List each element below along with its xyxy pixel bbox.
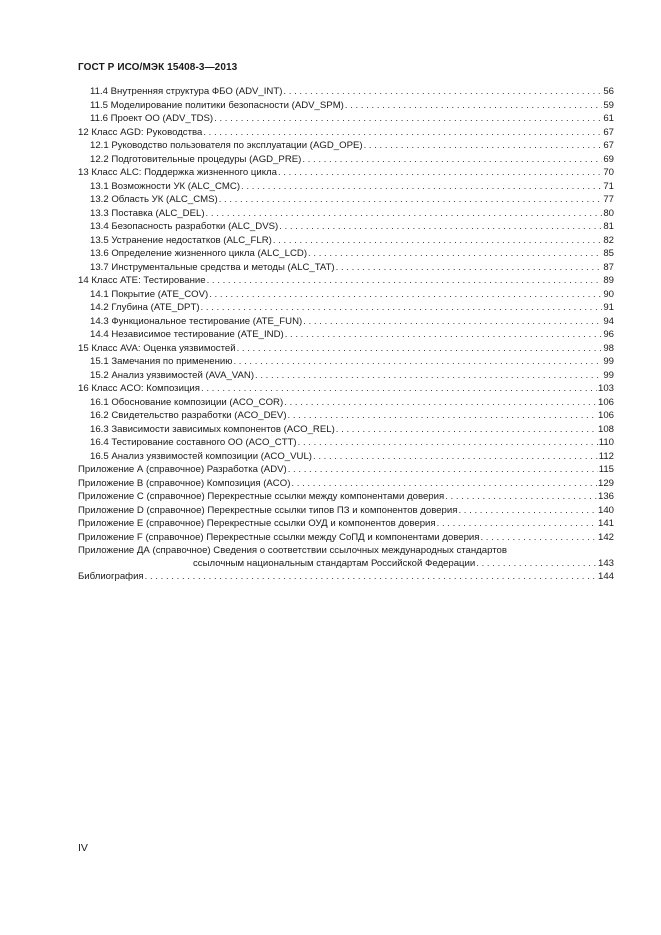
toc-entry <box>78 328 614 342</box>
toc-entry-label: 14.3 Функциональное тестирование (ATE_FUN) <box>90 315 303 327</box>
toc-entry-label: 16.2 Свидетельство разработки (ACO_DEV) <box>90 410 287 421</box>
leader-dots <box>241 180 602 194</box>
toc-entry <box>78 247 614 261</box>
toc-page-number: 80 <box>603 207 614 219</box>
toc-entry-label: 16.3 Зависимости зависимых компонентов (ACO_REL) <box>90 423 335 435</box>
toc-entry-label: Приложение С (справочное) Перекрестные ссылки между компонентами доверия <box>78 491 445 502</box>
toc-page-number: 141 <box>597 518 614 529</box>
leader-dots <box>278 166 602 180</box>
leader-dots <box>201 301 603 315</box>
toc-entry <box>78 531 614 545</box>
leader-dots <box>283 85 602 99</box>
toc-page-number: 106 <box>597 396 614 408</box>
leader-dots <box>284 396 597 410</box>
leader-dots <box>308 247 602 261</box>
toc-entry <box>78 153 614 167</box>
leader-dots <box>445 490 597 504</box>
toc-page-number: 67 <box>603 126 614 138</box>
toc-entry <box>78 355 614 369</box>
leader-dots <box>336 261 603 275</box>
toc-page-number: 67 <box>603 140 614 151</box>
toc-entry <box>78 342 614 356</box>
toc-entry <box>78 517 614 531</box>
toc-entry <box>78 369 614 383</box>
toc-page-number: 96 <box>603 329 614 340</box>
toc-page-number: 106 <box>597 410 614 421</box>
toc-entry-label: 16 Класс ACO: Композиция <box>78 383 200 394</box>
toc-entry <box>78 207 614 221</box>
toc-entry-label: 13.5 Устранение недостатков (ALC_FLR) <box>90 234 272 246</box>
toc-entry-label: 16.4 Тестирование составного ОО (ACO_CTT) <box>90 437 297 448</box>
leader-dots <box>279 220 602 234</box>
leader-dots <box>437 517 597 531</box>
toc-entry <box>78 261 614 275</box>
toc-entry <box>78 126 614 140</box>
leader-dots <box>476 557 597 570</box>
leader-dots <box>209 288 602 302</box>
toc-page-number: 61 <box>603 113 614 124</box>
leader-dots <box>203 126 602 140</box>
toc-entry <box>78 382 614 396</box>
leader-dots <box>219 193 603 207</box>
toc-entry <box>78 423 614 437</box>
toc-entry-label: Приложение D (справочное) Перекрестные ссылки типов ПЗ и компонентов доверия <box>78 504 458 516</box>
page-number-footer: IV <box>78 842 88 854</box>
table-of-contents <box>78 85 614 584</box>
toc-page-number: 87 <box>603 261 614 273</box>
toc-page-number: 59 <box>603 99 614 111</box>
toc-entry-label: 13.7 Инструментальные средства и методы (ALC_TAT) <box>90 261 335 273</box>
toc-page-number: 69 <box>603 153 614 165</box>
toc-page-number: 56 <box>603 86 614 97</box>
leader-dots <box>214 112 602 126</box>
toc-entry <box>78 490 614 504</box>
toc-entry <box>78 396 614 410</box>
leader-dots <box>345 99 602 113</box>
toc-page-number: 140 <box>597 504 614 516</box>
toc-page-number: 70 <box>603 167 614 178</box>
toc-entry <box>78 193 614 207</box>
toc-page-number: 85 <box>603 248 614 259</box>
toc-entry <box>78 166 614 180</box>
toc-entry-label: 13.1 Возможности УК (ALC_CMC) <box>90 180 241 192</box>
toc-page-number: 115 <box>598 464 614 475</box>
toc-entry <box>78 288 614 302</box>
toc-page-number: 136 <box>597 491 614 502</box>
toc-page-number: 81 <box>603 221 614 232</box>
leader-dots <box>237 342 603 356</box>
document-header: ГОСТ Р ИСО/МЭК 15408-3—2013 <box>78 62 238 73</box>
toc-entry-label: 11.5 Моделирование политики безопасности (ADV_SPM) <box>90 99 344 111</box>
toc-entry <box>78 220 614 234</box>
toc-entry <box>78 463 614 477</box>
toc-page-number: 98 <box>603 342 614 354</box>
toc-entry-label: 13.6 Определение жизненного цикла (ALC_LCD) <box>90 248 308 259</box>
toc-page-number: 99 <box>603 369 614 381</box>
toc-page-number: 112 <box>598 450 614 462</box>
leader-dots <box>458 504 597 518</box>
leader-dots <box>233 355 602 369</box>
toc-page-number: 129 <box>597 477 614 489</box>
toc-page-number: 143 <box>597 558 614 569</box>
toc-entry-label: Приложение Е (справочное) Перекрестные ссылки ОУД и компонентов доверия <box>78 518 436 529</box>
toc-entry-label: 16.5 Анализ уязвимостей композиции (ACO_VUL) <box>90 450 312 462</box>
toc-entry-label: 13 Класс ALC: Поддержка жизненного цикла <box>78 167 277 178</box>
toc-entry-label: 13.3 Поставка (ALC_DEL) <box>90 207 205 219</box>
toc-page-number: 108 <box>597 423 614 435</box>
toc-entry-label: 11.6 Проект ОО (ADV_TDS) <box>90 113 214 124</box>
toc-entry-label: 13.2 Область УК (ALC_CMS) <box>90 194 218 205</box>
leader-dots <box>303 315 602 329</box>
toc-entry-label: Библиография <box>78 571 144 582</box>
toc-entry <box>78 409 614 423</box>
toc-page-number: 144 <box>597 571 614 582</box>
toc-page-number: 110 <box>598 437 614 448</box>
toc-entry-label: 12.2 Подготовительные процедуры (AGD_PRE) <box>90 153 302 165</box>
leader-dots <box>206 207 603 221</box>
toc-entry-annex-da <box>78 544 614 570</box>
leader-dots <box>336 423 597 437</box>
toc-entry-label: Приложение А (справочное) Разработка (ADV) <box>78 464 287 475</box>
leader-dots <box>285 328 603 342</box>
toc-page-number: 82 <box>603 234 614 246</box>
leader-dots <box>298 436 598 450</box>
toc-entry-label: 14.4 Независимое тестирование (ATE_IND) <box>90 329 284 340</box>
toc-page-number: 99 <box>603 356 614 367</box>
toc-entry-label: 14 Класс ATE: Тестирование <box>78 275 206 286</box>
toc-page-number: 89 <box>603 275 614 286</box>
toc-entry <box>78 234 614 248</box>
toc-entry <box>78 301 614 315</box>
toc-entry-label: 12 Класс AGD: Руководства <box>78 126 203 138</box>
toc-page-number: 77 <box>603 194 614 205</box>
toc-entry <box>78 180 614 194</box>
toc-entry <box>78 112 614 126</box>
toc-entry-bibliography <box>78 570 614 584</box>
leader-dots <box>313 450 598 464</box>
leader-dots <box>288 463 598 477</box>
toc-entry-label: 16.1 Обоснование композиции (ACO_COR) <box>90 396 284 408</box>
leader-dots <box>288 409 597 423</box>
toc-entry <box>78 99 614 113</box>
toc-entry <box>78 85 614 99</box>
toc-entry <box>78 274 614 288</box>
toc-page-number: 90 <box>603 288 614 300</box>
toc-page-number: 71 <box>603 180 614 192</box>
toc-entry-label: 12.1 Руководство пользователя по эксплуатации (AGD_OPE) <box>90 140 363 151</box>
toc-entry <box>78 139 614 153</box>
leader-dots <box>291 477 597 491</box>
toc-entry-label: 15.1 Замечания по применению <box>90 356 233 367</box>
toc-page-number: 91 <box>603 302 614 313</box>
toc-entry-annex-da-line1: Приложение ДА (справочное) Сведения о соответствии ссылочных международных стандартов <box>78 545 507 556</box>
leader-dots <box>364 139 603 153</box>
leader-dots <box>480 531 597 545</box>
toc-entry-label: 14.2 Глубина (ATE_DPT) <box>90 302 200 313</box>
leader-dots <box>255 369 602 383</box>
toc-entry-label: 14.1 Покрытие (ATE_COV) <box>90 288 209 300</box>
toc-entry-label: 11.4 Внутренняя структура ФБО (ADV_INT) <box>90 86 283 97</box>
leader-dots <box>207 274 603 288</box>
toc-entry-label: 15 Класс AVA: Оценка уязвимостей <box>78 342 236 354</box>
toc-entry <box>78 477 614 491</box>
leader-dots <box>302 153 602 167</box>
toc-entry-label: Приложение F (справочное) Перекрестные ссылки между СоПД и компонентами доверия <box>78 531 480 543</box>
toc-entry <box>78 504 614 518</box>
toc-entry <box>78 315 614 329</box>
toc-page-number: 142 <box>597 531 614 543</box>
toc-entry-label: 13.4 Безопасность разработки (ALC_DVS) <box>90 221 279 232</box>
leader-dots <box>201 382 597 396</box>
toc-entry <box>78 450 614 464</box>
toc-page-number: 103 <box>597 383 614 394</box>
toc-page-number: 94 <box>603 315 614 327</box>
toc-entry-label: Приложение В (справочное) Композиция (ACO) <box>78 477 291 489</box>
toc-entry-annex-da-line2: ссылочным национальным стандартам Российской Федерации <box>193 558 476 569</box>
toc-entry <box>78 436 614 450</box>
toc-entry-label: 15.2 Анализ уязвимостей (AVA_VAN) <box>90 369 255 381</box>
leader-dots <box>273 234 603 248</box>
leader-dots <box>145 570 597 584</box>
